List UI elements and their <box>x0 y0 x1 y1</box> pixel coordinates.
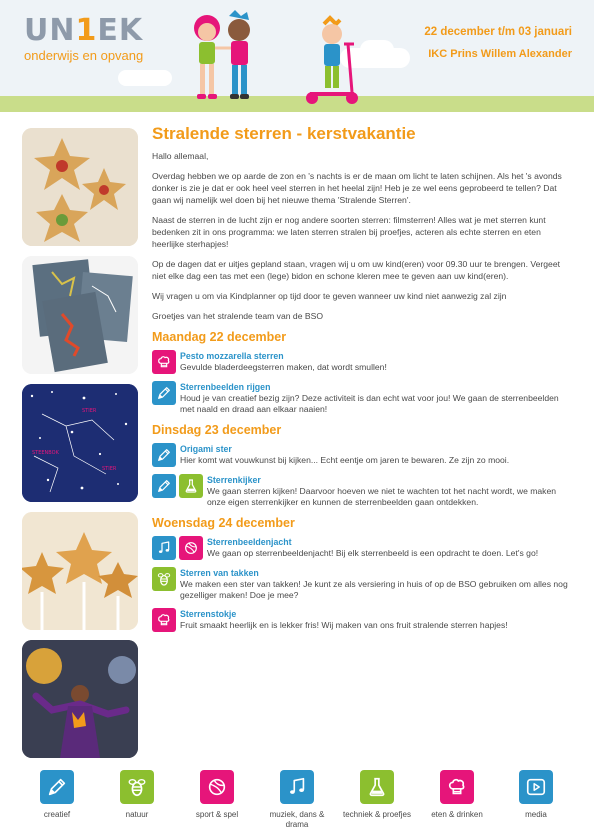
legend-label: sport & spel <box>195 810 239 819</box>
logo-tagline: onderwijs en opvang <box>24 48 144 63</box>
category-legend <box>0 770 594 840</box>
kids-illustration <box>185 8 275 104</box>
activity-name: Sterrenstokje <box>180 609 237 619</box>
pencil-icon <box>40 770 74 804</box>
activity-name: Sterren van takken <box>180 568 259 578</box>
music-note-icon <box>280 770 314 804</box>
activity-description: Hier komt wat vouwkunst bij kijken... Echt eentje om jaren te bewaren. Ze zijn zo mooi. <box>180 455 510 465</box>
chef-hat-icon <box>152 350 176 374</box>
date-range: 22 december t/m 03 januari <box>424 26 572 38</box>
pencil-icon <box>152 474 176 498</box>
intro-paragraph: Overdag hebben we op aarde de zon en 's nachts is er de maan om licht te laten schijnen. Als het 's avonds donker is zie je dat er ook heel veel sterren in het heelal zijn! Heb je ze wel eens geprobeerd te tellen? Dat gaan wij namelijk wel doen bij het nieuwe thema 'Stralende Sterren'. <box>152 171 562 205</box>
music-note-icon <box>152 536 176 560</box>
ball-icon <box>179 536 203 560</box>
activity-description: Gevulde bladerdeegsterren maken, dat wordt smullen! <box>180 362 387 372</box>
legend-label: natuur <box>125 810 149 819</box>
bee-icon <box>152 567 176 591</box>
activity-name: Origami ster <box>180 444 232 454</box>
photo-space-kid <box>22 640 138 758</box>
legend-item-creatief <box>21 770 93 820</box>
photo-star-sticks <box>22 512 138 630</box>
legend-item-muziek <box>261 770 333 830</box>
legend-item-media <box>500 770 572 820</box>
cloud-decoration <box>118 70 172 86</box>
constellation-label: STIER <box>102 466 117 472</box>
intro-paragraph: Op de dagen dat er uitjes gepland staan, vragen wij u om uw kind(eren) voor 09.30 uur te brengen. Vergeet niet elke dag een tas met een (lege) bidon en schone kleren mee te geven aan uw kind(eren). <box>152 259 560 281</box>
legend-label: muziek, dans & drama <box>269 810 325 829</box>
legend-item-sport-spel <box>181 770 253 820</box>
ball-icon <box>200 770 234 804</box>
activity-item <box>152 381 574 415</box>
constellation-label: STEENBOK <box>32 450 59 456</box>
flask-icon <box>179 474 203 498</box>
activity-name: Pesto mozzarella sterren <box>180 351 284 361</box>
legend-item-techniek <box>341 770 413 820</box>
photo-constellation-map <box>22 384 138 502</box>
bee-icon <box>120 770 154 804</box>
activity-item <box>152 350 574 374</box>
day-heading: Dinsdag 23 december <box>152 423 282 437</box>
legend-label: creatief <box>43 810 71 819</box>
activity-description: We gaan sterren kijken! Daarvoor hoeven we niet te wachten tot het nacht wordt, we maken onze eigen sterrenkijker en kunnen de sterrenbeelden gaan ontdekken. <box>207 486 557 507</box>
activity-description: Houd je van creatief bezig zijn? Deze activiteit is dan echt wat voor jou! We gaan de sterrenbeelden met naald en draad aan elkaar naaien! <box>180 393 559 414</box>
photo-star-pastries <box>22 128 138 246</box>
unek-logo <box>24 13 144 63</box>
activity-name: Sterrenbeeldenjacht <box>207 537 292 547</box>
pencil-icon <box>152 381 176 405</box>
play-icon <box>519 770 553 804</box>
closing-text: Groetjes van het stralende team van de BSO <box>152 311 324 321</box>
pencil-icon <box>152 443 176 467</box>
day-heading: Woensdag 24 december <box>152 516 295 530</box>
grass-strip <box>0 96 594 112</box>
main-content <box>152 124 574 639</box>
activity-name: Sterrenbeelden rijgen <box>180 382 271 392</box>
flask-icon <box>360 770 394 804</box>
legend-item-eten <box>421 770 493 820</box>
activity-description: Fruit smaakt heerlijk en is lekker fris! Wij maken van ons fruit stralende sterren hapjes! <box>180 620 508 630</box>
school-name: IKC Prins Willem Alexander <box>428 48 572 60</box>
activity-item <box>152 474 574 508</box>
activity-item <box>152 536 574 560</box>
chef-hat-icon <box>152 608 176 632</box>
activity-description: We maken een ster van takken! Je kunt ze als versiering in huis of op de BSO gebruiken om alles nog gezelliger maken! Doe je mee? <box>180 579 568 600</box>
activity-item <box>152 567 574 601</box>
legend-label: techniek & proefjes <box>342 810 412 819</box>
photo-constellation-cards <box>22 256 138 374</box>
constellation-label: STIER <box>82 408 97 414</box>
day-heading: Maandag 22 december <box>152 330 287 344</box>
intro-paragraph: Wij vragen u om via Kindplanner op tijd door te geven wanneer uw kind niet aanwezig zal zijn <box>152 291 507 301</box>
activity-name: Sterrenkijker <box>207 475 261 485</box>
logo-wordmark: UN1EK <box>24 13 144 48</box>
cloud-decoration <box>360 40 394 60</box>
header-info <box>424 26 572 60</box>
legend-label: eten & drinken <box>431 810 483 819</box>
chef-hat-icon <box>440 770 474 804</box>
activity-description: We gaan op sterrenbeeldenjacht! Bij elk sterrenbeeld is een opdracht te doen. Let's go! <box>207 548 539 558</box>
scooter-kid-illustration <box>300 14 364 108</box>
legend-item-natuur <box>101 770 173 820</box>
activity-item <box>152 443 574 467</box>
page-title: Stralende sterren - kerstvakantie <box>152 124 416 143</box>
intro-paragraph: Naast de sterren in de lucht zijn er nog andere soorten sterren: filmsterren! Alles wat je met sterren kunt bedenken zit in ons programma: we laten sterren stralen bij proefjes, acteren als echte sterren en eten heerlijke sterhapjes! <box>152 215 546 249</box>
activity-item <box>152 608 574 632</box>
page-header <box>0 0 594 112</box>
greeting-text: Hallo allemaal, <box>152 151 209 161</box>
legend-label: media <box>525 810 547 819</box>
